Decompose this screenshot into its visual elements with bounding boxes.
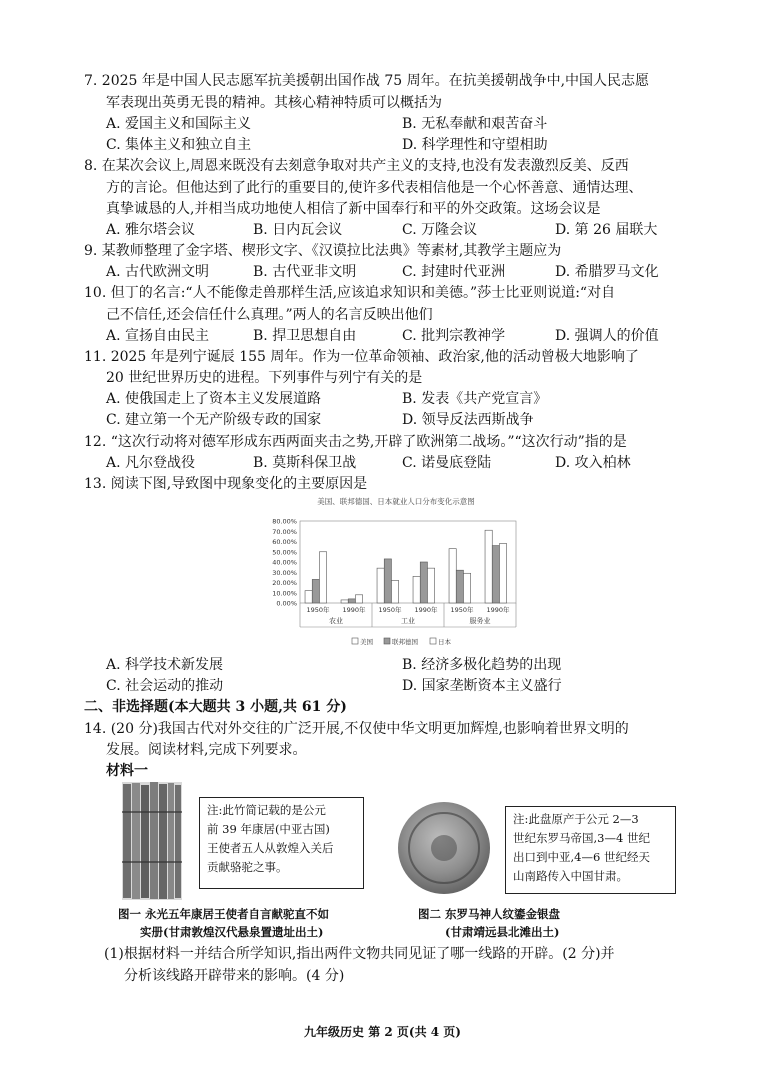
legend-label: 美国	[360, 638, 373, 646]
q14-sub1-line2: 分析该线路开辟带来的影响。(4 分)	[124, 968, 345, 984]
q8-option-b: B. 日内瓦会议	[253, 222, 343, 238]
q11-option-d: D. 领导反法西斯战争	[402, 412, 534, 428]
x-tick-label: 1990年	[414, 606, 438, 614]
q9-option-b: B. 古代亚非文明	[253, 264, 357, 280]
bar-日本	[463, 573, 470, 603]
y-tick-label: 60.00%	[272, 538, 297, 546]
bar-联邦德国	[384, 559, 391, 603]
bar-美国	[305, 591, 312, 603]
figure-two-caption-line1: 图二 东罗马神人纹鎏金银盘	[418, 907, 561, 921]
bar-日本	[427, 568, 434, 603]
bar-联邦德国	[348, 599, 355, 603]
q11-option-a: A. 使俄国走上了资本主义发展道路	[106, 391, 322, 407]
q9-option-d: D. 希腊罗马文化	[555, 264, 659, 280]
bar-日本	[391, 580, 398, 603]
q7-stem-line2: 军表现出英勇无畏的精神。其核心精神特质可以概括为	[106, 95, 442, 111]
q12-option-c: C. 诺曼底登陆	[402, 455, 492, 471]
q8-option-a: A. 雅尔塔会议	[106, 222, 196, 238]
q9-option-c: C. 封建时代亚洲	[402, 264, 506, 280]
silver-plate-image	[398, 802, 490, 894]
legend-label: 联邦德国	[392, 638, 418, 646]
q8-option-c: C. 万隆会议	[402, 222, 478, 238]
note2-line: 注:此盘原产于公元 2—3	[513, 812, 639, 826]
q12-stem: 12. “这次行动将对德军形成东西两面夹击之势,开辟了欧洲第二战场。”“这次行动”指的是	[84, 434, 627, 450]
q14-sub1-line1: (1)根据材料一并结合所学知识,指出两件文物共同见证了哪一线路的开辟。(2 分)并	[104, 946, 615, 962]
page-footer: 九年级历史 第 2 页(共 4 页)	[304, 1025, 461, 1039]
q9-option-a: A. 古代欧洲文明	[106, 264, 210, 280]
x-tick-label: 1950年	[378, 606, 402, 614]
bar-联邦德国	[312, 579, 319, 603]
x-group-label: 农业	[329, 617, 343, 625]
q14-stem-line1: 14. (20 分)我国古代对外交往的广泛开展,不仅使中华文明更加辉煌,也影响着世界文明的	[84, 721, 629, 737]
q13-option-a: A. 科学技术新发展	[106, 657, 224, 673]
q7-option-a: A. 爱国主义和国际主义	[106, 116, 252, 132]
q10-option-d: D. 强调人的价值	[555, 328, 659, 344]
figure-one-caption-line2: 实册(甘肃敦煌汉代悬泉置遗址出土)	[140, 925, 324, 939]
figure-two-caption-line2: (甘肃靖远县北滩出土)	[445, 925, 560, 939]
bar-日本	[319, 552, 326, 603]
q8-option-d: D. 第 26 届联大	[555, 222, 658, 238]
q7-option-d: D. 科学理性和守望相助	[402, 137, 548, 153]
bar-美国	[485, 530, 492, 603]
x-group-label: 服务业	[469, 617, 491, 625]
q10-option-a: A. 宣扬自由民主	[106, 328, 210, 344]
y-tick-label: 80.00%	[272, 517, 297, 526]
q11-option-c: C. 建立第一个无产阶级专政的国家	[106, 412, 322, 428]
q11-option-b: B. 发表《共产党宣言》	[402, 391, 548, 407]
q13-option-c: C. 社会运动的推动	[106, 678, 224, 694]
x-tick-label: 1950年	[306, 606, 330, 614]
bamboo-slips-image	[122, 782, 182, 900]
bar-日本	[499, 544, 506, 603]
q8-stem-line2: 方的言论。但他达到了此行的重要目的,使许多代表相信他是一个心怀善意、通情达理、	[106, 180, 643, 196]
y-tick-label: 0.00%	[276, 599, 297, 608]
legend-swatch-美国	[352, 638, 358, 644]
note1-line: 前 39 年康居(中亚古国)	[207, 822, 330, 836]
q10-stem-line1: 10. 但丁的名言:“人不能像走兽那样生活,应该追求知识和美德。”莎士比亚则说道:“对自	[84, 285, 616, 301]
bar-联邦德国	[420, 562, 427, 603]
legend-swatch-日本	[430, 638, 436, 644]
legend-swatch-联邦德国	[384, 638, 390, 644]
q10-option-b: B. 捍卫思想自由	[253, 328, 357, 344]
note1-line: 贡献骆驼之事。	[207, 860, 288, 874]
note2-line: 出口到中亚,4—6 世纪经天	[513, 850, 650, 864]
q13-option-d: D. 国家垄断资本主义盛行	[402, 678, 562, 694]
q12-option-b: B. 莫斯科保卫战	[253, 455, 357, 471]
bar-联邦德国	[492, 546, 499, 603]
note1-line: 王使者五人从敦煌入关后	[207, 841, 334, 855]
q9-stem: 9. 某教师整理了金字塔、楔形文字、《汉谟拉比法典》等素材,其教学主题应为	[84, 243, 562, 259]
q8-stem-line1: 8. 在某次会议上,周恩来既没有去刻意争取对共产主义的支持,也没有发表激烈反美、反西	[84, 158, 629, 174]
employment-distribution-chart	[260, 493, 532, 651]
y-tick-label: 70.00%	[272, 527, 297, 536]
x-group-label: 工业	[401, 617, 415, 625]
plot-area-border	[300, 521, 516, 603]
x-tick-label: 1990年	[342, 606, 366, 614]
bar-美国	[341, 600, 348, 603]
q10-option-c: C. 批判宗教神学	[402, 328, 506, 344]
q11-stem-line2: 20 世纪世界历史的进程。下列事件与列宁有关的是	[106, 370, 423, 386]
q7-stem-line1: 7. 2025 年是中国人民志愿军抗美援朝出国作战 75 周年。在抗美援朝战争中,中国人民志愿	[84, 73, 650, 89]
figure-two-note	[505, 806, 676, 894]
note2-line: 世纪东罗马帝国,3—4 世纪	[513, 831, 650, 845]
bar-联邦德国	[456, 570, 463, 603]
figure-one-note	[199, 797, 364, 889]
material-one-label: 材料一	[106, 763, 148, 779]
bar-日本	[355, 595, 362, 603]
y-tick-label: 30.00%	[272, 568, 297, 577]
q12-option-a: A. 凡尔登战役	[106, 455, 196, 471]
legend-label: 日本	[438, 638, 451, 646]
q7-option-c: C. 集体主义和独立自主	[106, 137, 252, 153]
q14-stem-line2: 发展。阅读材料,完成下列要求。	[106, 742, 307, 758]
note2-line: 山南路传入中国甘肃。	[513, 869, 628, 883]
x-tick-label: 1950年	[450, 606, 474, 614]
q13-option-b: B. 经济多极化趋势的出现	[402, 657, 562, 673]
bar-美国	[413, 576, 420, 603]
note1-line: 注:此竹简记载的是公元	[207, 803, 326, 817]
bar-美国	[449, 549, 456, 603]
q11-stem-line1: 11. 2025 年是列宁诞辰 155 周年。作为一位革命领袖、政治家,他的活动曾极大地影响了	[84, 349, 639, 365]
q12-option-d: D. 攻入柏林	[555, 455, 631, 471]
q7-option-b: B. 无私奉献和艰苦奋斗	[402, 116, 548, 132]
section-two-heading: 二、非选择题(本大题共 3 小题,共 61 分)	[84, 699, 347, 715]
y-tick-label: 20.00%	[272, 579, 297, 587]
chart-title: 美国、联邦德国、日本就业人口分布变化示意图	[317, 497, 475, 506]
y-tick-label: 50.00%	[272, 548, 297, 557]
q10-stem-line2: 己不信任,还会信任什么真理。”两人的名言反映出他们	[106, 307, 433, 323]
y-tick-label: 40.00%	[272, 558, 297, 567]
x-tick-label: 1990年	[486, 606, 510, 614]
figure-one-caption-line1: 图一 永光五年康居王使者自言献驼直不如	[118, 907, 330, 921]
y-tick-label: 10.00%	[272, 589, 297, 598]
bar-美国	[377, 568, 384, 603]
q13-stem: 13. 阅读下图,导致图中现象变化的主要原因是	[84, 476, 368, 492]
q8-stem-line3: 真挚诚恳的人,并相当成功地使人相信了新中国奉行和平的外交政策。这场会议是	[106, 201, 601, 217]
